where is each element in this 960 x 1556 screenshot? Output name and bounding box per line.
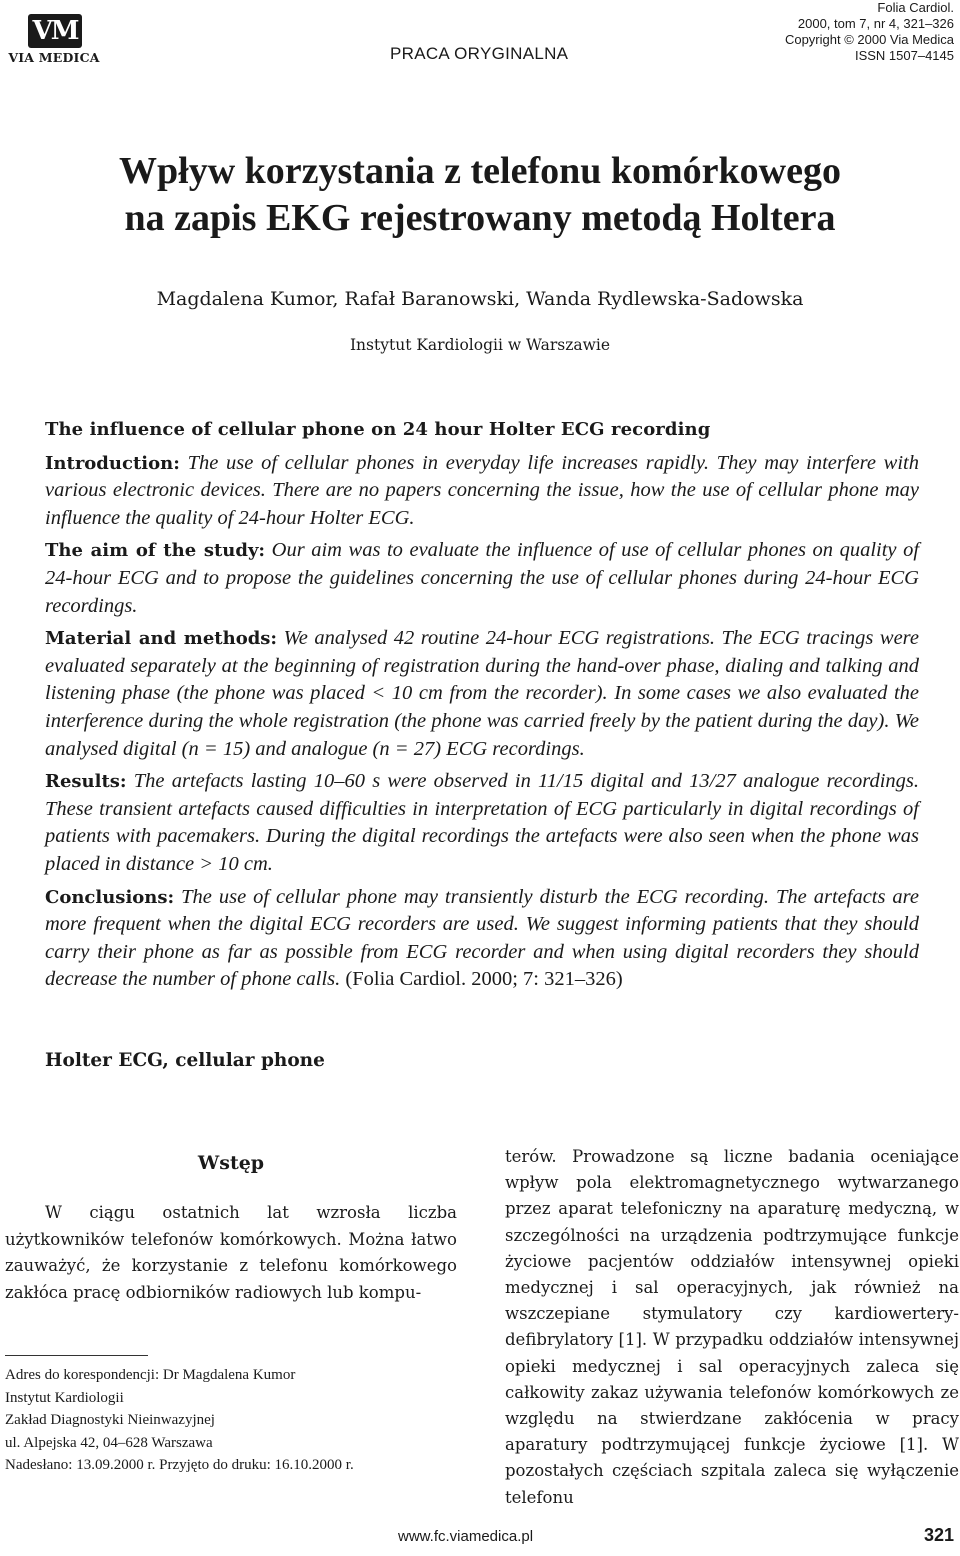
introduction-heading: Introduction: — [45, 452, 180, 474]
abstract-methods — [45, 625, 919, 763]
correspondence-line: Nadesłano: 13.09.2000 r. Przyjęto do druku: 16.10.2000 r. — [5, 1457, 354, 1473]
body-paragraph: W ciągu ostatnich lat wzrosła liczba użytkowników telefonów komórkowych. Można łatwo zauważyć, że korzystanie z telefonu komórkowego zakłóca pracę odbiorników radiowych lub kompu- — [5, 1203, 457, 1302]
aim-text: Our aim was to evaluate the influence of use of cellular phones on quality of 24-hour ECG and to propose the guidelines concerning the use of cellular phones during 24-hour ECG recordings. — [45, 539, 920, 617]
results-heading: Results: — [45, 771, 127, 793]
results-text: The artefacts lasting 10–60 s were observed in 11/15 digital and 13/27 analogue recordings. These transient artefacts caused difficulties in interpretation of ECG particularly in digital recordings of patients with pacemakers. During the digital recordings the artefacts were also seen when the phone was placed in distance > 10 cm. — [45, 770, 919, 875]
journal-url[interactable]: www.fc.viamedica.pl — [398, 1528, 534, 1545]
citation-line: ISSN 1507–4145 — [854, 48, 954, 63]
affiliation: Instytut Kardiologii w Warszawie — [349, 336, 611, 354]
section-heading: Wstęp — [197, 1152, 265, 1174]
footnote-divider — [5, 1355, 148, 1356]
correspondence-line: ul. Alpejska 42, 04–628 Warszawa — [5, 1434, 213, 1451]
abstract-citation: (Folia Cardiol. 2000; 7: 321–326) — [345, 968, 623, 991]
abstract — [45, 416, 919, 999]
logo-text: VIA MEDICA — [8, 50, 100, 65]
correspondence-address — [5, 1364, 455, 1477]
article-type-label: PRACA ORYGINALNA — [390, 44, 569, 63]
methods-heading: Material and methods: — [45, 628, 278, 650]
correspondence-line: Instytut Kardiologii — [5, 1389, 124, 1406]
abstract-results — [45, 768, 919, 878]
citation-line: Folia Cardiol. — [877, 0, 954, 15]
correspondence-line: Zakład Diagnostyki Nieinwazyjnej — [5, 1412, 215, 1428]
abstract-conclusions — [45, 884, 919, 994]
page-number: 321 — [923, 1525, 954, 1545]
title-line-2: na zapis EKG rejestrowany metodą Holtera — [124, 197, 836, 239]
body-paragraph: terów. Prowadzone są liczne badania oceniające wpływ pola elektromagnetycznego wytwarzanego przez aparat telefoniczny na aparaturę medyczną, w szczególności na urządzenia podtrzymujące funkcje życiowe pacjentów oddziałów intensywnej opieki medycznej i sal operacyjnych, jak również na wszczepiane stymulatory czy kardiowertery-defibrylatory [1]. W przypadku oddziałów intensywnej opieki medycznej i sal operacyjnych zaleca się całkowity zakaz używania telefonów komórkowych ze względu na stwierdzane zakłócenia w pracy aparatury podtrzymującej funkcje życiowe [1]. W pozostałych częściach szpitala zaleca się wyłączenie telefonu — [505, 1147, 959, 1507]
introduction-text: The use of cellular phones in everyday life increases rapidly. They may interfere with various electronic devices. There are no papers concerning the issue, how the use of cellular phone may influence the quality of 24-hour Holter ECG. — [45, 451, 919, 529]
aim-heading: The aim of the study: — [45, 540, 266, 562]
citation-line: Copyright © 2000 Via Medica — [784, 32, 954, 47]
article-title — [0, 148, 960, 242]
conclusions-text: The use of cellular phone may transiently disturb the ECG recording. The artefacts are more frequent when the digital ECG recorders are used. We suggest informing patients that they should carry their phone as far as possible from ECG recorder and when using digital recorders they should decrease the number of phone calls. — [45, 885, 920, 991]
correspondence-line: Adres do korespondencji: Dr Magdalena Kumor — [5, 1367, 296, 1383]
abstract-introduction — [45, 450, 919, 533]
keywords: Holter ECG, cellular phone — [45, 1050, 325, 1071]
publisher-logo — [4, 14, 104, 68]
logo-mark: VM — [28, 14, 82, 48]
body-left-column — [5, 1150, 457, 1306]
journal-citation — [634, 0, 954, 64]
methods-text: We analysed 42 routine 24-hour ECG registrations. The ECG tracings were evaluated separately at the beginning of registration during the hand-over phase, dialing and talking and listening phase (the phone was placed < 10 cm from the recorder). In some cases we also evaluated the interference during the whole registration (the phone was carried freely by the patient during the day). We analysed digital (n = 15) and analogue (n = 27) ECG recordings. — [45, 627, 919, 760]
title-line-1: Wpływ korzystania z telefonu komórkowego — [119, 150, 841, 192]
authors: Magdalena Kumor, Rafał Baranowski, Wanda Rydlewska-Sadowska — [156, 288, 804, 310]
abstract-title: The influence of cellular phone on 24 hour Holter ECG recording — [45, 419, 711, 440]
citation-line: 2000, tom 7, nr 4, 321–326 — [797, 16, 954, 31]
body-right-column — [505, 1144, 959, 1511]
abstract-aim — [45, 537, 919, 620]
conclusions-heading: Conclusions: — [45, 886, 175, 908]
